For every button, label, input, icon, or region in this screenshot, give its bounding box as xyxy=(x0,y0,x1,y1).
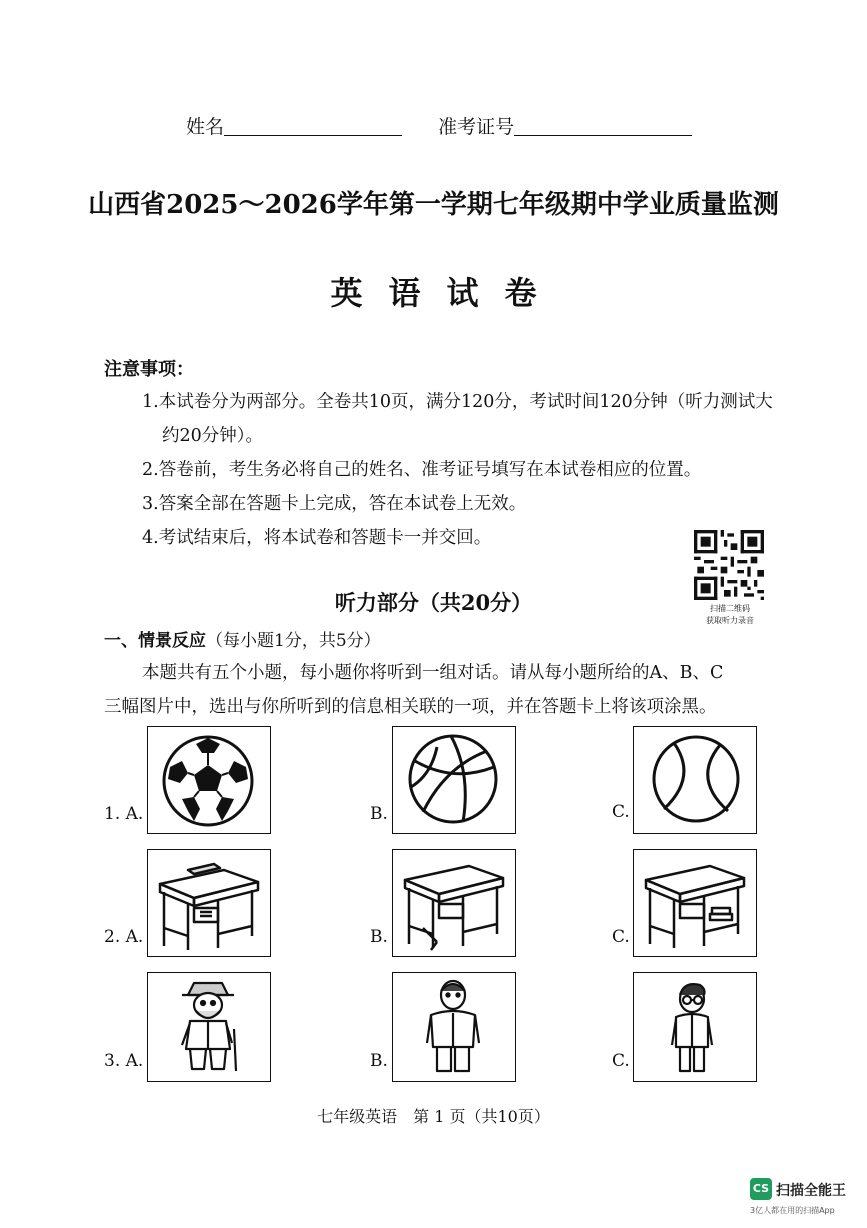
notice-item-1-cont: 约20分钟）。 xyxy=(162,426,264,446)
q1-option-c-label: C. xyxy=(612,802,630,822)
exam-title: 山西省2025～2026学年第一学期七年级期中学业质量监测 xyxy=(88,190,779,220)
camscanner-watermark xyxy=(750,1178,860,1222)
part-one-title: 一、情景反应（每小题1分，共5分） xyxy=(104,631,381,651)
name-blank xyxy=(224,117,402,136)
exam-id-label: 准考证号 xyxy=(438,116,515,138)
q2-option-a-box[interactable] xyxy=(147,849,271,957)
q2-option-a-label: 2. A. xyxy=(104,927,144,947)
q1-option-a-box[interactable] xyxy=(147,726,271,834)
q1-option-a-label: 1. A. xyxy=(104,804,144,824)
qr-caption: 扫描二维码 获取听力录音 xyxy=(706,604,754,625)
notice-heading: 注意事项： xyxy=(104,359,194,380)
q3-option-b-label: B. xyxy=(370,1051,388,1071)
q2-option-b-box[interactable] xyxy=(392,849,516,957)
q1-option-b-box[interactable] xyxy=(392,726,516,834)
notice-item-3: 3.答案全部在答题卡上完成，答在本试卷上无效。 xyxy=(142,494,527,514)
q3-option-c-box[interactable] xyxy=(633,972,757,1082)
basketball-icon xyxy=(393,727,514,832)
q3-option-c-label: C. xyxy=(612,1051,630,1071)
tennis-ball-icon xyxy=(634,727,755,832)
camscanner-slogan: 3亿人都在用的扫描App xyxy=(750,1206,835,1215)
name-label: 姓名 xyxy=(186,116,225,138)
q3-option-a-box[interactable] xyxy=(147,972,271,1082)
boy-glasses-icon xyxy=(634,973,755,1080)
exam-id-blank xyxy=(514,117,692,136)
q2-option-b-label: B. xyxy=(370,927,388,947)
instruction-line-2: 三幅图片中，选出与你所听到的信息相关联的一项，并在答题卡上将该项涂黑。 xyxy=(104,697,717,717)
desk-with-pencil-box-icon xyxy=(148,850,269,955)
subject-title: 英语试卷 xyxy=(330,274,563,312)
camscanner-brand: 扫描全能王 xyxy=(776,1183,846,1199)
page-footer: 七年级英语 第 1 页（共10页） xyxy=(317,1107,550,1126)
q3-option-a-label: 3. A. xyxy=(104,1051,144,1071)
man-icon xyxy=(393,973,514,1080)
q1-option-c-box[interactable] xyxy=(633,726,757,834)
old-man-icon xyxy=(148,973,269,1080)
notice-item-4: 4.考试结束后，将本试卷和答题卡一并交回。 xyxy=(142,528,492,548)
camscanner-logo-icon: CS xyxy=(750,1178,772,1200)
q1-option-b-label: B. xyxy=(370,804,388,824)
instruction-line-1: 本题共有五个小题，每小题你将听到一组对话。请从每小题所给的A、B、C xyxy=(142,663,724,683)
desk-books-icon xyxy=(634,850,755,955)
q2-option-c-box[interactable] xyxy=(633,849,757,957)
listening-section-title: 听力部分（共20分） xyxy=(334,590,533,615)
q3-option-b-box[interactable] xyxy=(392,972,516,1082)
desk-broken-chair-icon xyxy=(393,850,514,955)
q2-option-c-label: C. xyxy=(612,927,630,947)
soccer-ball-icon xyxy=(148,727,269,832)
candidate-info-line xyxy=(186,112,692,139)
notice-item-2: 2.答卷前，考生务必将自己的姓名、准考证号填写在本试卷相应的位置。 xyxy=(142,460,702,480)
notice-item-1: 1.本试卷分为两部分。全卷共10页，满分120分，考试时间120分钟（听力测试大 xyxy=(142,392,773,412)
